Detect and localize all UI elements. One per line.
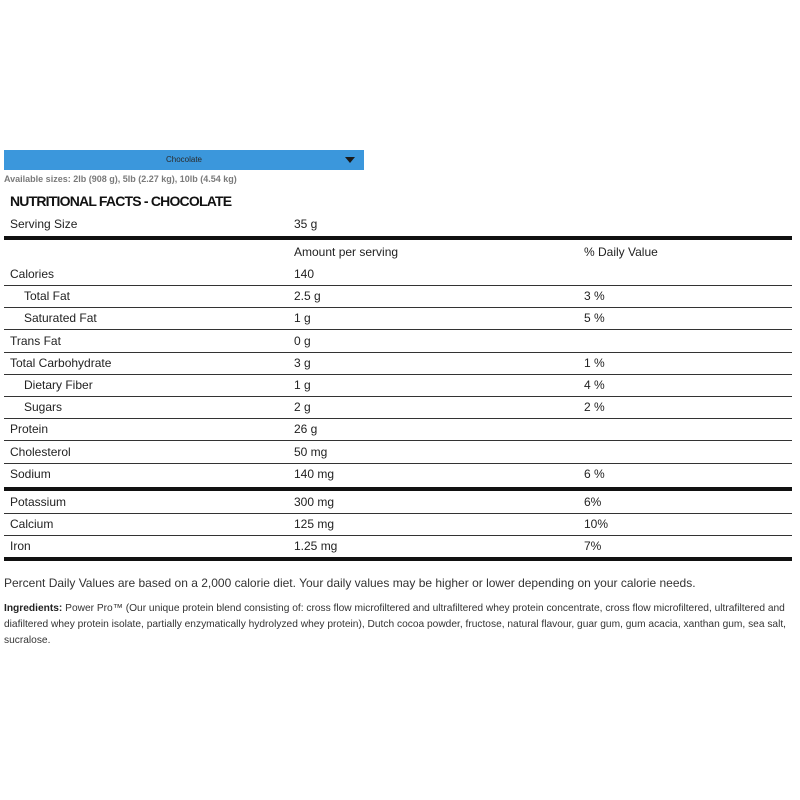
nutrient-row xyxy=(4,374,792,396)
divider-thick xyxy=(4,236,792,240)
ingredients-block xyxy=(4,601,794,649)
mineral-daily-value: 6% xyxy=(584,495,602,509)
nutrient-amount: 0 g xyxy=(294,333,311,348)
mineral-amount: 300 mg xyxy=(294,495,335,509)
ingredients-text: Power Pro™ (Our unique protein blend consisting of: cross flow microfiltered and ultrafiltered whey protein concentrate, cross flow microfiltered, ultrafiltered and diafiltered whey protein isolate, partially enzymatically hydrolyzed whey protein), Dutch cocoa powder, fructose, natural flavour, guar gum, gum acacia, xanthan gum, sea salt, sucralose. xyxy=(4,603,787,646)
nutrient-label: Total Carbohydrate xyxy=(10,355,112,370)
nutrient-daily-value: 1 % xyxy=(584,355,605,370)
mineral-amount: 1.25 mg xyxy=(294,539,338,553)
nutrient-row xyxy=(4,441,792,463)
nutrient-daily-value: 2 % xyxy=(584,400,605,415)
column-header-row xyxy=(4,241,792,263)
nutrient-label: Sugars xyxy=(24,400,63,415)
chevron-down-icon[interactable] xyxy=(345,157,355,163)
nutrient-label: Calories xyxy=(10,267,55,281)
serving-size-label: Serving Size xyxy=(10,217,78,231)
nutrient-label: Dietary Fiber xyxy=(24,378,93,392)
nutrient-row xyxy=(4,285,792,307)
nutrient-amount: 140 mg xyxy=(294,466,335,481)
nutrient-label: Sodium xyxy=(10,466,51,481)
mineral-row xyxy=(4,491,792,513)
nutrient-daily-value: 6 % xyxy=(584,466,605,481)
nutrient-amount: 2.5 g xyxy=(294,289,321,304)
nutrient-label: Cholesterol xyxy=(10,444,71,459)
nutrient-amount: 140 xyxy=(294,267,315,281)
daily-values-footnote: Percent Daily Values are based on a 2,000 calorie diet. Your daily values may be higher or lower depending on your calorie needs. xyxy=(4,576,696,590)
nutrient-amount: 1 g xyxy=(294,311,311,326)
nutrient-amount: 1 g xyxy=(294,378,311,392)
nutrient-row xyxy=(4,307,792,329)
serving-size-row xyxy=(4,213,792,235)
nutrient-row xyxy=(4,330,792,352)
mineral-label: Iron xyxy=(10,539,31,553)
mineral-amount: 125 mg xyxy=(294,517,335,531)
mineral-row xyxy=(4,535,792,557)
nutrient-row xyxy=(4,418,792,440)
nutrient-row xyxy=(4,463,792,485)
serving-size-value: 35 g xyxy=(294,217,318,231)
available-sizes: Available sizes: 2lb (908 g), 5lb (2.27 kg), 10lb (4.54 kg) xyxy=(4,174,237,184)
nutrient-amount: 26 g xyxy=(294,422,318,437)
nutrient-daily-value: 4 % xyxy=(584,378,605,392)
daily-value-header: % Daily Value xyxy=(584,245,658,259)
mineral-row xyxy=(4,513,792,535)
ingredients-label: Ingredients: xyxy=(4,603,63,614)
nutrient-amount: 50 mg xyxy=(294,444,328,459)
nutrient-row xyxy=(4,396,792,418)
nutrient-amount: 3 g xyxy=(294,355,311,370)
flavor-select[interactable] xyxy=(4,150,364,170)
nutrient-daily-value: 3 % xyxy=(584,289,605,304)
nutrient-label: Protein xyxy=(10,422,49,437)
amount-header: Amount per serving xyxy=(294,245,399,259)
nutrient-row xyxy=(4,263,792,285)
nutrient-amount: 2 g xyxy=(294,400,311,415)
nutrient-label: Saturated Fat xyxy=(24,311,97,326)
mineral-label: Potassium xyxy=(10,495,67,509)
mineral-daily-value: 7% xyxy=(584,539,602,553)
nutrition-facts-title: NUTRITIONAL FACTS - CHOCOLATE xyxy=(10,193,232,209)
nutrient-label: Total Fat xyxy=(24,289,71,304)
nutrient-daily-value: 5 % xyxy=(584,311,605,326)
nutrient-row xyxy=(4,352,792,374)
flavor-select-value: Chocolate xyxy=(165,155,203,164)
mineral-label: Calcium xyxy=(10,517,54,531)
nutrient-label: Trans Fat xyxy=(10,333,61,348)
mineral-daily-value: 10% xyxy=(584,517,609,531)
divider-thick xyxy=(4,557,792,561)
